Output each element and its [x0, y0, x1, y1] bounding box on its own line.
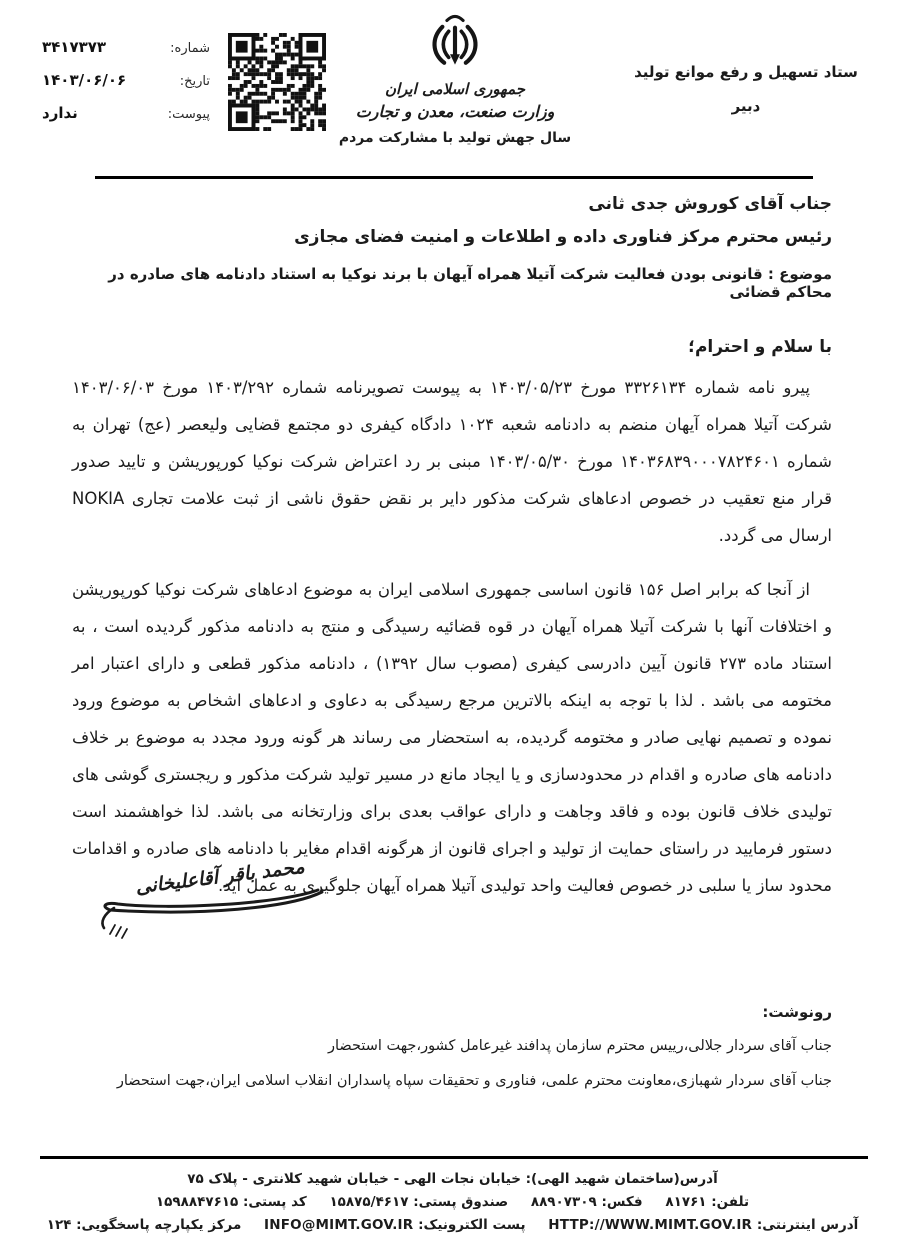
footer: [0, 1164, 905, 1233]
issuing-org: ستاد تسهیل و رفع موانع تولید: [634, 63, 858, 81]
salutation: با سلام و احترام؛: [688, 337, 832, 357]
letter-body: [72, 194, 832, 920]
letter-date-row: [42, 71, 210, 89]
call-center-item: [47, 1217, 242, 1233]
footer-divider: [40, 1156, 868, 1159]
footer-address: آدرس(ساختمان شهید الهی): خیابان نجات الهی - خیابان شهید کلانتری - پلاک ۷۵: [187, 1171, 718, 1187]
call-center-label: مرکز یکپارچه پاسخگویی:: [76, 1217, 242, 1233]
fax-item: [531, 1194, 643, 1210]
letter-attachment-row: [42, 104, 210, 122]
letter-date-value: ۱۴۰۳/۰۶/۰۶: [42, 71, 127, 89]
email-address: INFO@MIMT.GOV.IR: [264, 1217, 414, 1233]
pobox-value: ۱۵۸۷۵/۴۶۱۷: [329, 1194, 409, 1210]
email-item: [264, 1217, 526, 1233]
letter-attachment-value: ندارد: [42, 104, 78, 122]
postcode-item: [156, 1194, 307, 1210]
phone-item: [665, 1194, 749, 1210]
qr-code-icon: [228, 30, 326, 134]
pobox-label: صندوق پستی:: [413, 1194, 509, 1210]
cc-label: رونوشت:: [762, 1003, 832, 1021]
fax-value: ۸۸۹۰۷۳۰۹: [530, 1194, 597, 1210]
cc-list: [72, 1029, 832, 1099]
letter-number-row: [42, 38, 210, 56]
fax-label: فکس:: [601, 1194, 643, 1210]
year-slogan: سال جهش تولید با مشارکت مردم: [338, 130, 572, 146]
signature-block: [80, 852, 340, 962]
letterhead-right: [612, 62, 880, 115]
letter-meta-block: [42, 38, 210, 137]
issuing-role: دبیر: [731, 97, 761, 115]
postcode-label: کد پستی:: [243, 1194, 307, 1210]
website-url: HTTP://WWW.MIMT.GOV.IR: [548, 1217, 753, 1233]
paragraph-1: پیرو نامه شماره ۳۳۲۶۱۳۴ مورخ ۱۴۰۳/۰۵/۲۳ به پیوست تصویرنامه شماره ۱۴۰۳/۲۹۲ مورخ ۱۴۰۳/۰۶/۰۳ شرکت آتیلا همراه آیهان منضم به دادنامه شعبه ۱۰۲۴ دادگاه کیفری دو مجتمع قضایی ولیعصر (عج) تهران به شماره ۱۴۰۳۶۸۳۹۰۰۰۷۸۲۴۶۰۱ مورخ ۱۴۰۳/۰۵/۳۰ مبنی بر رد اعتراض شرکت نوکیا کورپوریشن و تایید صدور قرار منع تعقیب در خصوص ادعاهای شرکت مذکور دایر بر نقض حقوق ناشی از ثبت علامت تجاری NOKIA ارسال می گردد.: [72, 378, 833, 545]
paragraph-2: از آنجا که برابر اصل ۱۵۶ قانون اساسی جمهوری اسلامی ایران به موضوع ادعاهای شرکت نوکیا کورپوریشن و اختلافات آنها با شرکت آتیلا همراه آیهان در قوه قضائیه رسیدگی و منتج به دادنامه مذکور گردیده است ، به استناد ماده ۲۷۳ قانون آیین دادرسی کیفری (مصوب سال ۱۳۹۲) ، دادنامه مذکور قطعی و دارای اعتبار امر مختومه می باشد . لذا با توجه به اینکه بالاترین مرجع رسیدگی به دعاوی و ادعاهای اشخاص به موضوع ورود نموده و تصمیم نهایی صادر و مختومه گردیده، به استحضار می رساند هر گونه ورود مجدد به موضوع بر خلاف دادنامه های صادره و اقدام در محدودسازی و یا ایجاد مانع در مسیر تولید شرکت مذکور و ریجستری گوشی های تولیدی خلاف قانون بوده و فاقد وجاهت و دارای عواقب بعدی برای وزارتخانه می باشد. لذا خواهشمند است دستور فرمایید در راستای حمایت از تولید و اجرای قانون از هرگونه اقدام مغایر با دادنامه های صادره و اقدامات محدود ساز یا سلبی در خصوص فعالیت واحد تولیدی آتیلا همراه آیهان جلوگیری به عمل آید.: [72, 579, 832, 895]
letter-date-label: تاریخ:: [179, 74, 210, 89]
web-item: [548, 1217, 858, 1233]
footer-address-line: [0, 1171, 905, 1187]
footer-contact-line: [0, 1194, 905, 1210]
cc-item: جناب آقای سردار جلالی،رییس محترم سازمان پدافند غیرعامل کشور،جهت استحضار: [327, 1038, 832, 1054]
header-divider: [95, 176, 813, 179]
ministry-name: وزارت صنعت، معدن و تجارت: [355, 102, 555, 121]
subject-line: موضوع : قانونی بودن فعالیت شرکت آتیلا همراه آیهان با برند نوکیا به استناد دادنامه های صادره در محاکم قضائی: [108, 265, 832, 301]
postcode-value: ۱۵۹۸۸۴۷۶۱۵: [155, 1194, 239, 1210]
recipient-name: جناب آقای کوروش جدی ثانی: [588, 194, 832, 214]
letter-attachment-label: پیوست:: [167, 107, 210, 122]
pobox-item: [329, 1194, 508, 1210]
cc-section: [72, 1003, 832, 1099]
call-center-value: ۱۲۴: [46, 1217, 72, 1233]
signer-name: محمد باقر آقاعلیخانی: [134, 855, 306, 899]
iran-emblem-icon: [428, 12, 482, 74]
phone-label: تلفن:: [711, 1194, 750, 1210]
letterhead-center: [328, 12, 582, 146]
email-label: پست الکترونیک:: [418, 1217, 526, 1233]
cc-item: جناب آقای سردار شهبازی،معاونت محترم علمی، فناوری و تحقیقات سپاه پاسداران انقلاب اسلامی ایران،جهت استحضار: [116, 1073, 832, 1089]
phone-value: ۸۱۷۶۱: [665, 1194, 707, 1210]
signature-flourish-icon: [80, 852, 340, 962]
country-name: جمهوری اسلامی ایران: [384, 80, 526, 98]
web-label: آدرس اینترنتی:: [756, 1217, 859, 1233]
recipient-title: رئیس محترم مرکز فناوری داده و اطلاعات و امنیت فضای مجازی: [294, 227, 832, 247]
footer-web-line: [0, 1217, 905, 1233]
letter-number-label: شماره:: [170, 41, 210, 56]
letter-number-value: ۳۴۱۷۳۷۳: [42, 38, 107, 56]
